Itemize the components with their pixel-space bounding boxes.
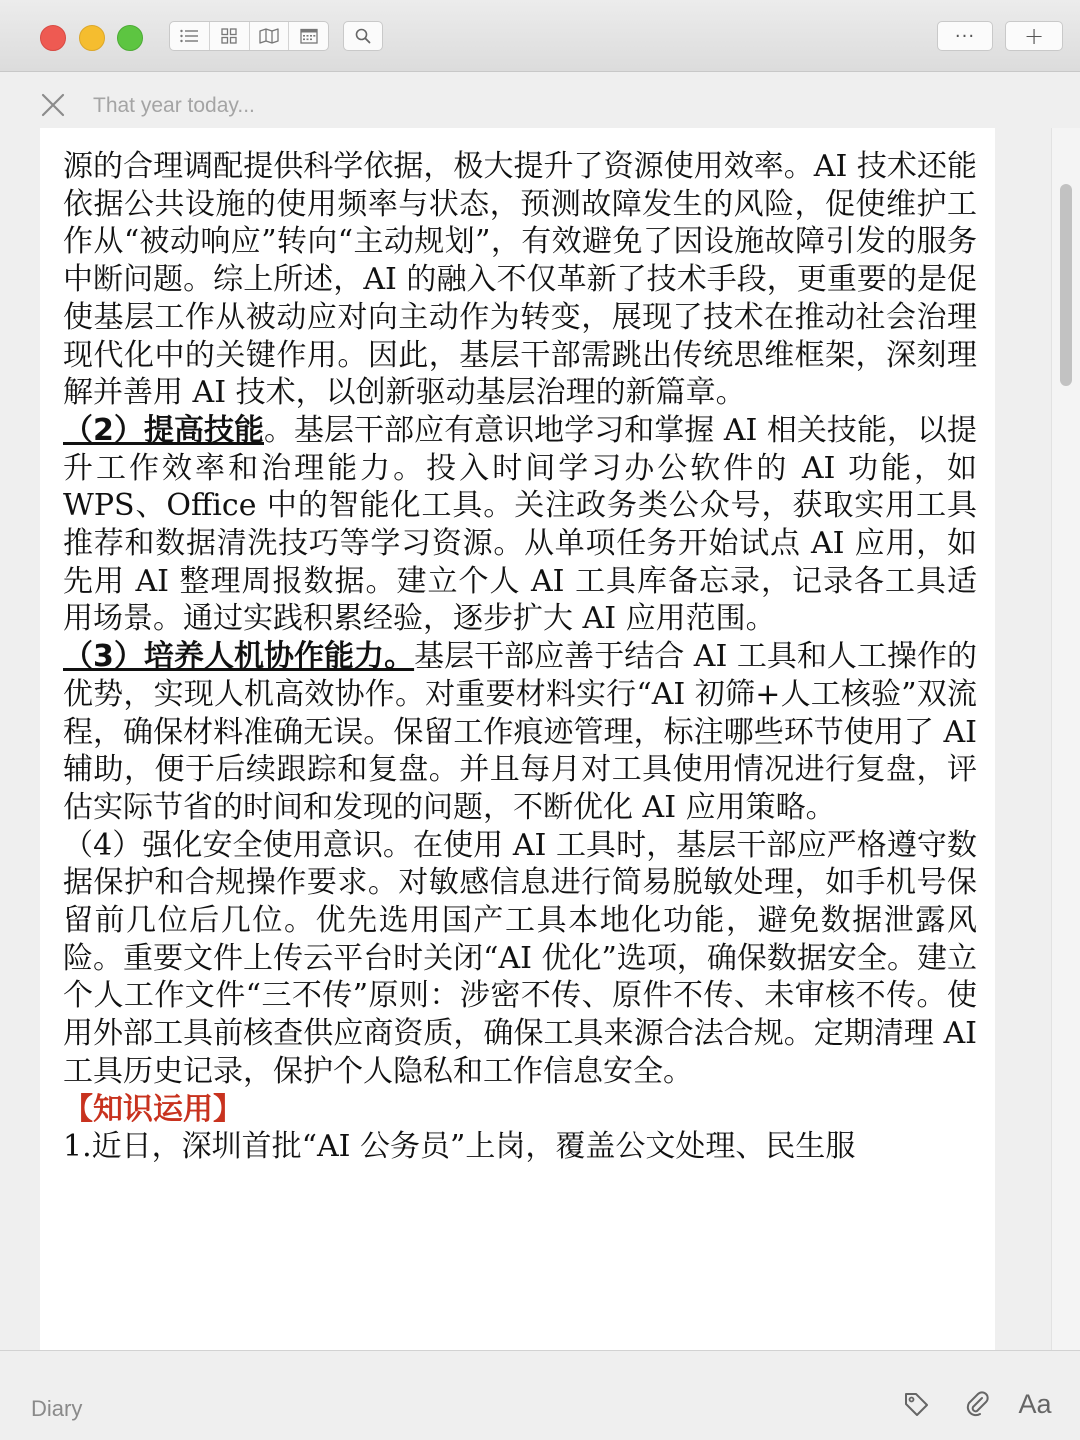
map-icon: [259, 28, 279, 44]
list-icon: [180, 29, 198, 43]
font-settings-button[interactable]: Aa: [1018, 1388, 1052, 1419]
grid-view-button[interactable]: [210, 22, 250, 50]
close-window-button[interactable]: [40, 25, 66, 51]
tag-icon: [902, 1390, 930, 1418]
paragraph-3: [63, 638, 977, 827]
view-switcher: [169, 21, 329, 51]
entry-body[interactable]: [63, 148, 977, 1166]
calendar-icon: [300, 28, 318, 44]
search-icon: [355, 28, 371, 44]
paragraph-5: 1.近日，深圳首批“AI 公务员”上岗，覆盖公文处理、民生服: [63, 1129, 856, 1165]
grid-icon: [221, 28, 237, 44]
paragraph-2-body: 。基层干部应有意识地学习和掌握 AI 相关技能，以提升工作效率和治理能力。投入时间学习办公软件的 AI 功能，如 WPS、Office 中的智能化工具。关注政务类公众号，获取实用工具推荐和数据清洗技巧等学习资源。从单项任务开始试点 AI 应用，如先用 AI 整理周报数据。建立个人 AI 工具库备忘录，记录各工具适用场景。通过实践积累经验，逐步扩大 AI 应用范围。: [63, 412, 977, 637]
heading-human-ai-collab: （3）培养人机协作能力。: [63, 639, 415, 675]
title-bar: [0, 0, 1080, 72]
list-view-button[interactable]: [170, 22, 210, 50]
close-filter-button[interactable]: [40, 92, 66, 118]
scrollbar[interactable]: [1051, 128, 1080, 1350]
tag-button[interactable]: [901, 1389, 931, 1419]
add-entry-button[interactable]: +: [1005, 21, 1063, 51]
calendar-view-button[interactable]: [289, 22, 328, 50]
paragraph-4: （4）强化安全使用意识。在使用 AI 工具时，基层干部应严格遵守数据保护和合规操作要求。对敏感信息进行简易脱敏处理，如手机号保留前几位后几位。优先选用国产工具本地化功能，避免数据泄露风险。重要文件上传云平台时关闭“AI 优化”选项，确保数据安全。建立个人工作文件“三不传”原则：涉密不传、原件不传、未审核不传。使用外部工具前核查供应商资质，确保工具来源合法合规。定期清理 AI 工具历史记录，保护个人隐私和工作信息安全。: [63, 827, 977, 1089]
minimize-window-button[interactable]: [79, 25, 105, 51]
search-button[interactable]: [343, 21, 383, 51]
journal-selector[interactable]: Diary: [31, 1396, 83, 1421]
more-options-button[interactable]: ···: [937, 21, 993, 51]
filter-placeholder[interactable]: That year today...: [93, 94, 255, 117]
scrollbar-thumb[interactable]: [1060, 184, 1072, 386]
attach-button[interactable]: [962, 1389, 992, 1419]
paragraph-3-body: 基层干部应善于结合 AI 工具和人工操作的优势，实现人机高效协作。对重要材料实行“AI 初筛+人工核验”双流程，确保材料准确无误。保留工作痕迹管理，标注哪些环节使用了 AI 辅助，便于后续跟踪和复盘。并且每月对工具使用情况进行复盘，评估实际节省的时间和发现的问题，不断优化 AI 应用策略。: [63, 639, 977, 825]
heading-improve-skills: （2）提高技能: [63, 412, 264, 448]
zoom-window-button[interactable]: [117, 25, 143, 51]
paperclip-icon: [963, 1390, 991, 1418]
bottom-bar: [0, 1350, 1080, 1440]
paragraph-2: [63, 412, 977, 638]
filter-bar: [0, 72, 1080, 128]
entry-card[interactable]: [40, 128, 995, 1350]
map-view-button[interactable]: [250, 22, 290, 50]
paragraph-1: 源的合理调配提供科学依据，极大提升了资源使用效率。AI 技术还能依据公共设施的使用频率与状态，预测故障发生的风险，促使维护工作从“被动响应”转向“主动规划”，有效避免了因设施故障引发的服务中断问题。综上所述，AI 的融入不仅革新了技术手段，更重要的是促使基层工作从被动应对向主动作为转变，展现了技术在推动社会治理现代化中的关键作用。因此，基层干部需跳出传统思维框架，深刻理解并善用 AI 技术，以创新驱动基层治理的新篇章。: [63, 149, 977, 411]
section-title: 【知识运用】: [63, 1091, 243, 1127]
close-icon: [40, 92, 66, 118]
